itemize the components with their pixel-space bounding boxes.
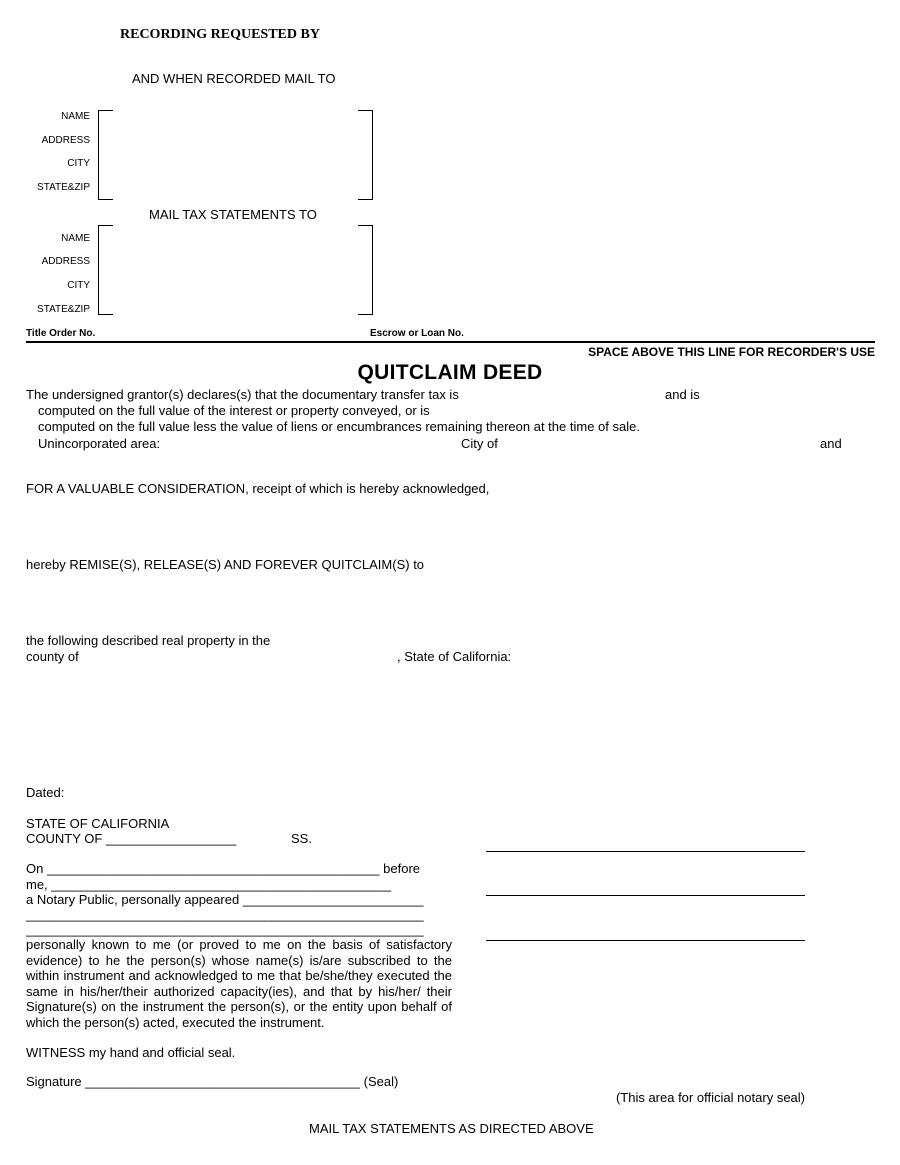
transfer-tax-line: The undersigned grantor(s) declares(s) that the documentary transfer tax is xyxy=(26,387,459,402)
state-zip-label-2: STATE&ZIP xyxy=(37,304,90,315)
city-of: City of xyxy=(461,436,498,451)
property-line: the following described real property in the xyxy=(26,633,271,648)
page-title: QUITCLAIM DEED xyxy=(357,361,543,384)
grantor-signature-line-2 xyxy=(486,895,805,896)
consideration-line: FOR A VALUABLE CONSIDERATION, receipt of which is hereby acknowledged, xyxy=(26,481,490,496)
escrow-loan-no: Escrow or Loan No. xyxy=(370,328,464,339)
and-text: and xyxy=(820,436,842,451)
dated-label: Dated: xyxy=(26,785,65,800)
city-label-2: CITY xyxy=(67,280,90,291)
mail-to-bracket-right xyxy=(358,110,373,200)
notary-seal-area: (This area for official notary seal) xyxy=(615,1090,805,1105)
notary-county: COUNTY OF __________________ xyxy=(26,831,237,846)
grantor-signature-line-3 xyxy=(486,940,805,941)
and-is-text: and is xyxy=(665,387,700,402)
mail-to-bracket-left xyxy=(98,110,113,200)
remise-line: hereby REMISE(S), RELEASE(S) AND FOREVER QUITCLAIM(S) to xyxy=(26,557,425,572)
notary-blank-line-1: _______________________________________________________ xyxy=(26,907,424,922)
notary-state: STATE OF CALIFORNIA xyxy=(26,816,170,831)
tax-bracket-left xyxy=(98,225,113,315)
tax-bracket-right xyxy=(358,225,373,315)
notary-public-line: a Notary Public, personally appeared _________________________ xyxy=(26,892,424,907)
mail-tax-statements-to: MAIL TAX STATEMENTS TO xyxy=(149,207,317,222)
notary-on-line: On ______________________________________________ before xyxy=(26,861,421,876)
computed-less-liens: computed on the full value less the value of liens or encumbrances remaining thereon at the time of sale. xyxy=(38,419,640,434)
state-of-california: , State of California: xyxy=(397,649,512,664)
space-above-note: SPACE ABOVE THIS LINE FOR RECORDER'S USE xyxy=(588,345,875,359)
notary-ss: SS. xyxy=(291,831,312,846)
name-label-2: NAME xyxy=(61,233,90,244)
address-label: ADDRESS xyxy=(41,135,90,146)
state-zip-label: STATE&ZIP xyxy=(37,182,90,193)
when-recorded-mail-to: AND WHEN RECORDED MAIL TO xyxy=(132,71,336,86)
unincorporated-area: Unincorporated area: xyxy=(38,436,161,451)
recorder-line xyxy=(26,341,875,343)
county-of: county of xyxy=(26,649,79,664)
witness-line: WITNESS my hand and official seal. xyxy=(26,1045,236,1060)
notary-me-line: me, _______________________________________________ xyxy=(26,877,392,892)
grantor-signature-line-1 xyxy=(486,851,805,852)
computed-full-value: computed on the full value of the interest or property conveyed, or is xyxy=(38,403,430,418)
footer-mail-tax: MAIL TAX STATEMENTS AS DIRECTED ABOVE xyxy=(309,1121,594,1136)
title-order-no: Title Order No. xyxy=(26,328,96,339)
city-label: CITY xyxy=(67,158,90,169)
address-label-2: ADDRESS xyxy=(41,256,90,267)
recording-requested-by: RECORDING REQUESTED BY xyxy=(120,27,320,42)
notary-body: personally known to me (or proved to me on the basis of satisfactory evidence) to he the person(s) whose name(s) is/are subscribed to the within instrument and acknowledged to me that be/she/they executed the same in his/her/their authorized capacity(ies), and that by his/her/ their Signature(s) on the instrument the person(s), or the entity upon behalf of which the person(s) acted, executed the instrument. xyxy=(26,937,452,1030)
notary-blank-line-2: _______________________________________________________ xyxy=(26,922,424,937)
signature-line: Signature ______________________________________ (Seal) xyxy=(26,1074,399,1089)
name-label: NAME xyxy=(61,111,90,122)
